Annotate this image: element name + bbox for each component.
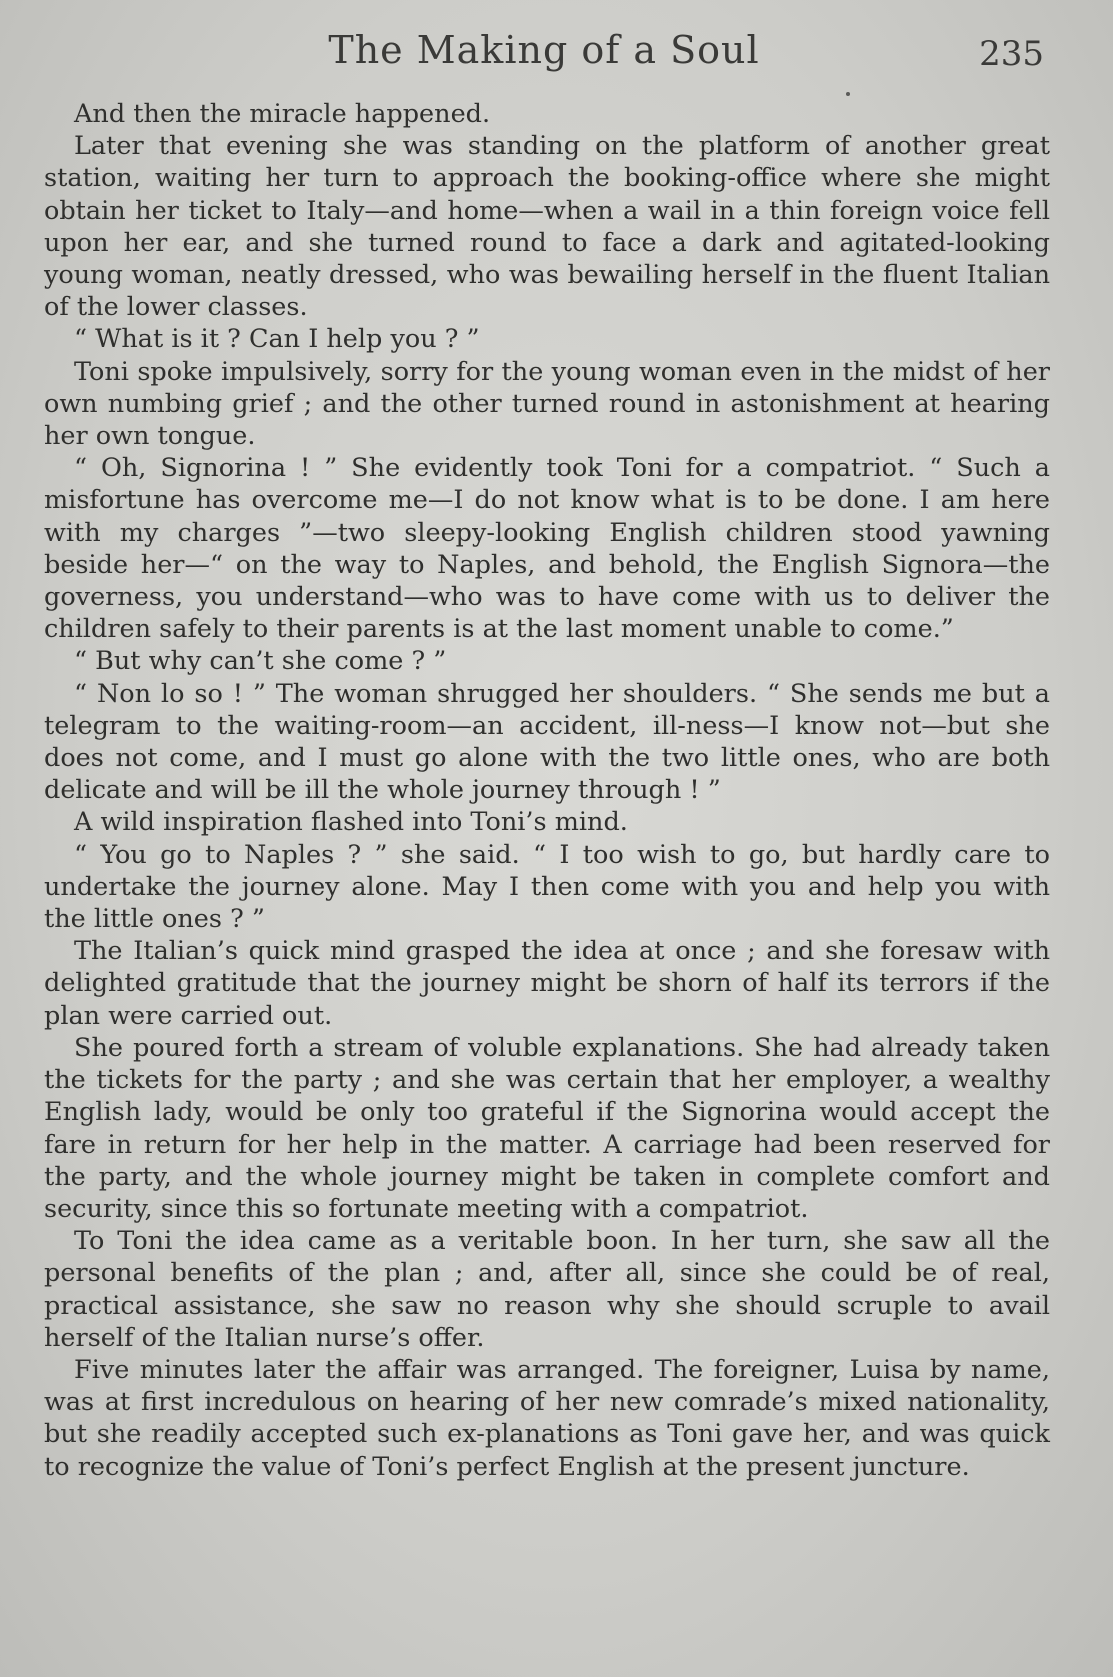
paper-speck <box>846 92 850 96</box>
paragraph: “ Non lo so ! ” The woman shrugged her shoulders. “ She sends me but a telegram to the waiting-room—an accident, ill-ness—I know not—but she does not come, and I must go alone with the two little ones, who are both delicate and will be ill the whole journey through ! ” <box>44 678 1050 806</box>
paragraph: To Toni the idea came as a veritable boon. In her turn, she saw all the personal benefits of the plan ; and, after all, since she could be of real, practical assistance, she saw no reason why she should scruple to avail herself of the Italian nurse’s offer. <box>44 1226 1050 1353</box>
paragraph: Five minutes later the affair was arranged. The foreigner, Luisa by name, was at first incredulous on hearing of her new comrade’s mixed nationality, but she readily accepted such ex-planations as Toni gave her, and was quick to recognize the value of Toni’s perfect English at the present juncture. <box>44 1354 1050 1482</box>
paragraph: The Italian’s quick mind grasped the idea at once ; and she foresaw with delighted gratitude that the journey might be shorn of half its terrors if the plan were carried out. <box>44 936 1050 1031</box>
paragraph: “ What is it ? Can I help you ? ” <box>74 324 480 355</box>
paragraph: A wild inspiration flashed into Toni’s mind. <box>74 807 628 838</box>
page-header <box>44 28 1044 88</box>
body-text <box>44 98 1050 1483</box>
paragraph: And then the miracle happened. <box>74 99 491 129</box>
page-number: 235 <box>979 34 1044 74</box>
paragraph: “ You go to Naples ? ” she said. “ I too wish to go, but hardly care to undertake the journey alone. May I then come with you and help you with the little ones ? ” <box>44 839 1050 935</box>
running-title: The Making of a Soul <box>328 28 760 72</box>
paragraph: “ Oh, Signorina ! ” She evidently took Toni for a compatriot. “ Such a misfortune has overcome me—I do not know what is to be done. I am here with my charges ”—two sleepy-looking English children stood yawning beside her—“ on the way to Naples, and behold, the English Signora—the governess, you understand—who was to have come with us to deliver the children safely to their parents is at the last moment unable to come.” <box>44 453 1050 645</box>
paragraph: Later that evening she was standing on the platform of another great station, waiting her turn to approach the booking-office where she might obtain her ticket to Italy—and home—when a wail in a thin foreign voice fell upon her ear, and she turned round to face a dark and agitated-looking young woman, neatly dressed, who was bewailing herself in the fluent Italian of the lower classes. <box>44 131 1050 323</box>
paragraph: “ But why can’t she come ? ” <box>74 646 447 677</box>
paragraph: Toni spoke impulsively, sorry for the young woman even in the midst of her own numbing grief ; and the other turned round in astonishment at hearing her own tongue. <box>44 356 1050 452</box>
paragraph: She poured forth a stream of voluble explanations. She had already taken the tickets for the party ; and she was certain that her employer, a wealthy English lady, would be only too grateful if the Signorina would accept the fare in return for her help in the matter. A carriage had been reserved for the party, and the whole journey might be taken in complete comfort and security, since this so fortunate meeting with a compatriot. <box>44 1032 1050 1224</box>
